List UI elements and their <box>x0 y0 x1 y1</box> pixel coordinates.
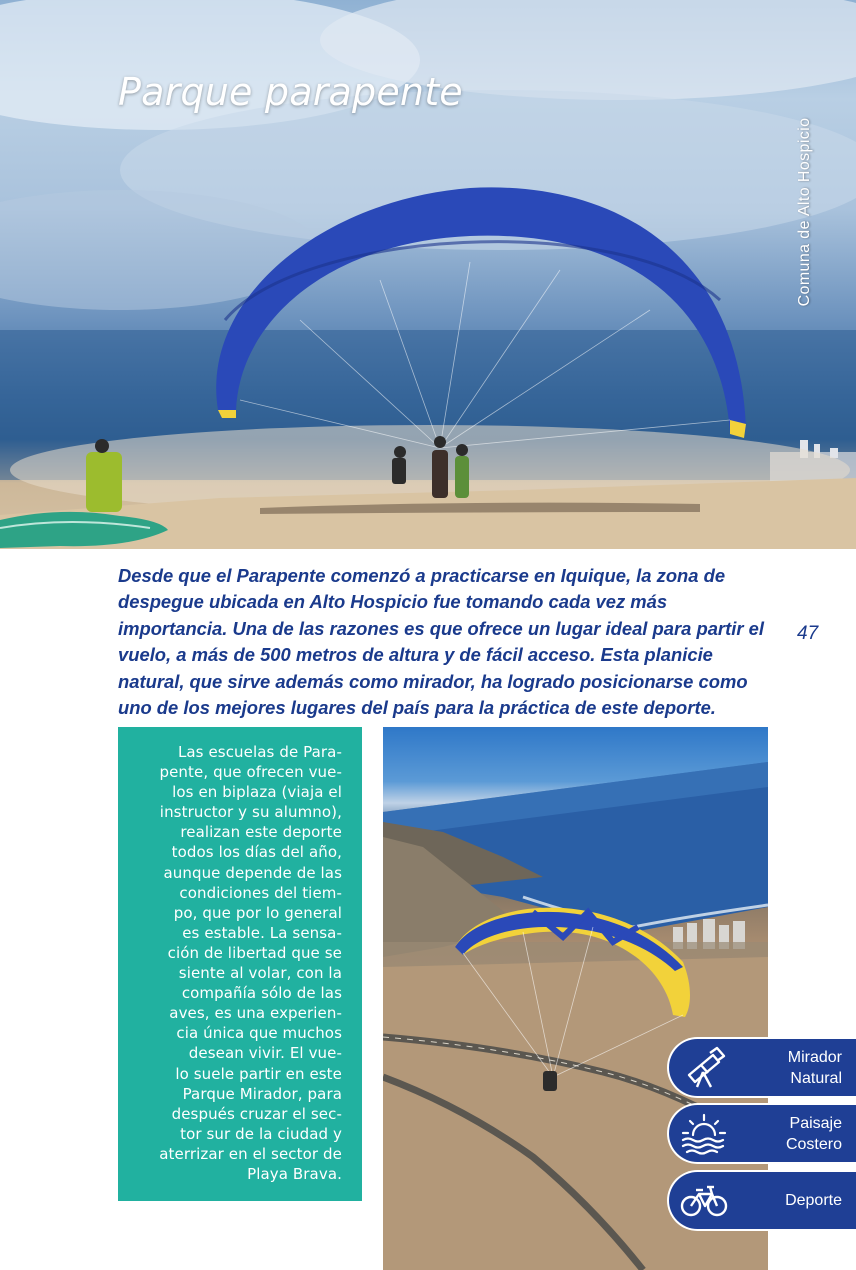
badge-paisaje-costero <box>669 1105 856 1162</box>
info-box <box>118 727 362 1201</box>
intro-paragraph: Desde que el Parapente comenzó a practicarse en Iquique, la zona de despegue ubicada en Alto Hospicio fue tomando cada vez más importancia. Una de las razones es que ofrece un lugar ideal para partir el vuelo, a más de 500 metros de altura y de fácil acceso. Esta planicie natural, que sirve además como mirador, ha logrado posicionarse como uno de los mejores lugares del país para la práctica de este deporte. <box>118 565 764 719</box>
photo-credit <box>792 106 818 318</box>
page-number: 47 <box>797 623 819 644</box>
info-box-text: Las escuelas de Para- pente, que ofrecen vue- los en biplaza (viaja el instructor y su alumno), realizan este deporte todos los días del año, aunque depende de las condiciones del tiem- po, que por lo general es estable. La sensa- ción de libertad que se siente al volar, con la compañía sólo de las aves, es una experien- cia única que muchos desean vivir. El vue- lo suele partir en este Parque Mirador, para después cruzar el sec- tor sur de la ciudad y aterrizar en el sector de Playa Brava. <box>159 743 342 1183</box>
badge-label-line1: Deporte <box>785 1192 842 1209</box>
photo-credit-text: Comuna de Alto Hospicio <box>796 117 813 307</box>
badge-label-line1: Mirador <box>787 1048 842 1066</box>
badge-deporte <box>669 1172 856 1229</box>
hero-photo <box>0 0 856 549</box>
page-title: Parque parapente <box>118 70 463 114</box>
telescope-icon <box>679 1045 729 1090</box>
bicycle-icon <box>679 1178 729 1223</box>
badge-mirador-natural <box>669 1039 856 1096</box>
badge-label-line2: Natural <box>790 1069 842 1087</box>
sunset-waves-icon <box>679 1111 729 1156</box>
badge-label-line2: Costero <box>785 1135 842 1153</box>
badge-label-line1: Paisaje <box>789 1114 842 1132</box>
